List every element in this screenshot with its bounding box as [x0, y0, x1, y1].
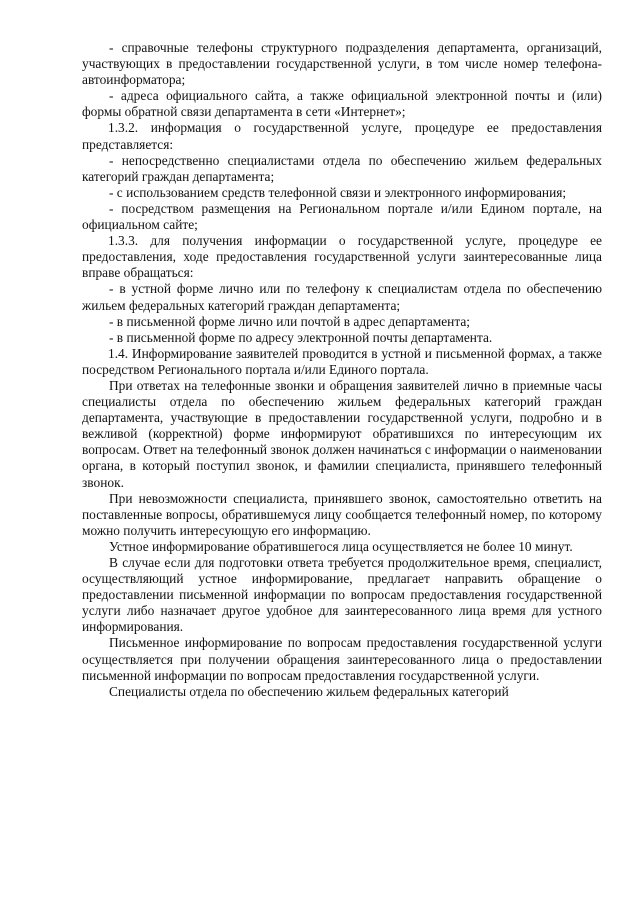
- paragraph-portal-placement: - посредством размещения на Региональном портале и/или Едином портале, на официальном сайте;: [82, 200, 602, 233]
- paragraph-oral-form: - в устной форме лично или по телефону к специалистам отдела по обеспечению жильем федеральных категорий граждан департамента;: [82, 281, 602, 313]
- paragraph-telephone-means: - с использованием средств телефонной связи и электронного информирования;: [109, 184, 567, 200]
- paragraph-written-informing: Письменное информирование по вопросам предоставления государственной услуги осуществляется при получении обращения заинтересованного лица о предоставлении письменной информации по вопросам предоставления государственной услуги.: [82, 635, 602, 683]
- paragraph-directly-by-specialists: - непосредственно специалистами отдела по обеспечению жильем федеральных категорий граждан департамента;: [82, 152, 602, 184]
- paragraph-written-form-mail: - в письменной форме лично или почтой в адрес департамента;: [109, 313, 471, 329]
- paragraph-1-3-3: 1.3.3. для получения информации о государственной услуге, процедуре ее предоставления, ходе предоставления государственной услуги заинтересованные лица вправе обращаться:: [82, 233, 602, 281]
- paragraph-1-3-2: 1.3.2. информация о государственной услуге, процедуре ее предоставления представляется:: [82, 120, 602, 152]
- paragraph-written-form-email: - в письменной форме по адресу электронной почты департамента.: [109, 329, 493, 345]
- paragraph-long-preparation: В случае если для подготовки ответа требуется продолжительное время, специалист, осуществляющий устное информирование, предлагает направить обращение о предоставлении письменной информации по вопросам предоставления государственной услуги либо назначает другое удобное для заинтересованного лица время для устного информирования.: [82, 555, 602, 635]
- paragraph-specialists-department: Специалисты отдела по обеспечению жильем федеральных категорий: [109, 683, 509, 699]
- paragraph-cannot-answer: При невозможности специалиста, принявшего звонок, самостоятельно ответить на поставленные вопросы, обратившемуся лицу сообщается телефонный номер, по которому можно получить интересующую его информацию.: [82, 490, 602, 538]
- paragraph-oral-duration: Устное информирование обратившегося лица осуществляется не более 10 минут.: [109, 538, 573, 554]
- paragraph-1-4: 1.4. Информирование заявителей проводится в устной и письменной формах, а также посредством Регионального портала и/или Единого портала.: [82, 345, 602, 377]
- paragraph-reference-phones: - справочные телефоны структурного подразделения департамента, организаций, участвующих в предоставлении государственной услуги, в том числе номер телефона-автоинформатора;: [82, 40, 602, 88]
- document-page: [82, 40, 602, 700]
- paragraph-phone-answers: При ответах на телефонные звонки и обращения заявителей лично в приемные часы специалисты отдела по обеспечению жильем федеральных категорий граждан департамента, участвующие в предоставлении государственной услуги, подробно и в вежливой (корректной) форме информируют обратившихся по интересующим их вопросам. Ответ на телефонный звонок должен начинаться с информации о наименовании органа, в который поступил звонок, и фамилии специалиста, принявшего телефонный звонок.: [82, 377, 602, 490]
- paragraph-website-addresses: - адреса официального сайта, а также официальной электронной почты и (или) формы обратной связи департамента в сети «Интернет»;: [82, 88, 602, 120]
